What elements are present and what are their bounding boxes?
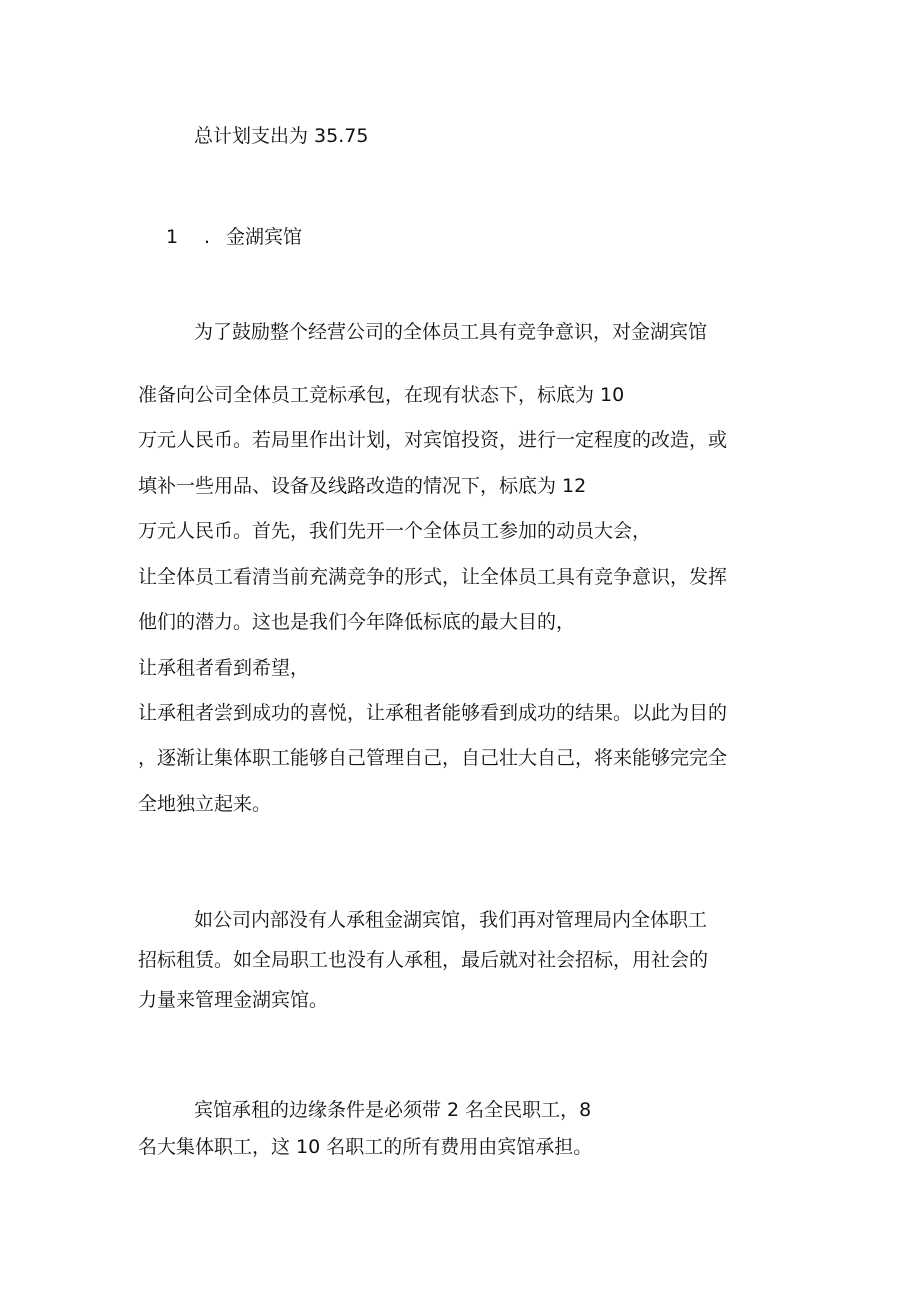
section-title: 金湖宾馆	[226, 226, 303, 248]
paragraph-line: 万元人民币。首先，我们先开一个全体员工参加的动员大会，	[138, 520, 652, 542]
paragraph-line: 如公司内部没有人承租金湖宾馆，我们再对管理局内全体职工	[194, 909, 708, 931]
paragraph-line: 名大集体职工，这 10 名职工的所有费用由宾馆承担。	[138, 1136, 593, 1158]
paragraph-line: 为了鼓励整个经营公司的全体员工具有竞争意识，对金湖宾馆	[194, 321, 708, 343]
paragraph-line: 让全体员工看清当前充满竞争的形式，让全体员工具有竞争意识，发挥	[138, 566, 728, 588]
paragraph-line: 让承租者看到希望，	[138, 657, 310, 679]
paragraph-line: 全地独立起来。	[138, 793, 272, 815]
paragraph-line: ，逐渐让集体职工能够自己管理自己，自己壮大自己，将来能够完完全	[138, 747, 728, 769]
total-expenditure-line: 总计划支出为 35.75	[194, 125, 369, 147]
paragraph-line: 招标租赁。如全局职工也没有人承租，最后就对社会招标，用社会的	[138, 949, 709, 971]
section-number: 1	[166, 226, 179, 248]
paragraph-line: 准备向公司全体员工竞标承包，在现有状态下，标底为 10	[138, 384, 625, 406]
section-number-dot: .	[204, 226, 211, 248]
paragraph-line: 宾馆承租的边缘条件是必须带 2 名全民职工，8	[194, 1099, 592, 1121]
paragraph-line: 万元人民币。若局里作出计划，对宾馆投资，进行一定程度的改造，或	[138, 429, 728, 451]
paragraph-line: 让承租者尝到成功的喜悦，让承租者能够看到成功的结果。以此为目的	[138, 702, 728, 724]
paragraph-line: 他们的潜力。这也是我们今年降低标底的最大目的，	[138, 611, 576, 633]
paragraph-line: 填补一些用品、设备及线路改造的情况下，标底为 12	[138, 475, 587, 497]
paragraph-line: 力量来管理金湖宾馆。	[138, 989, 329, 1011]
